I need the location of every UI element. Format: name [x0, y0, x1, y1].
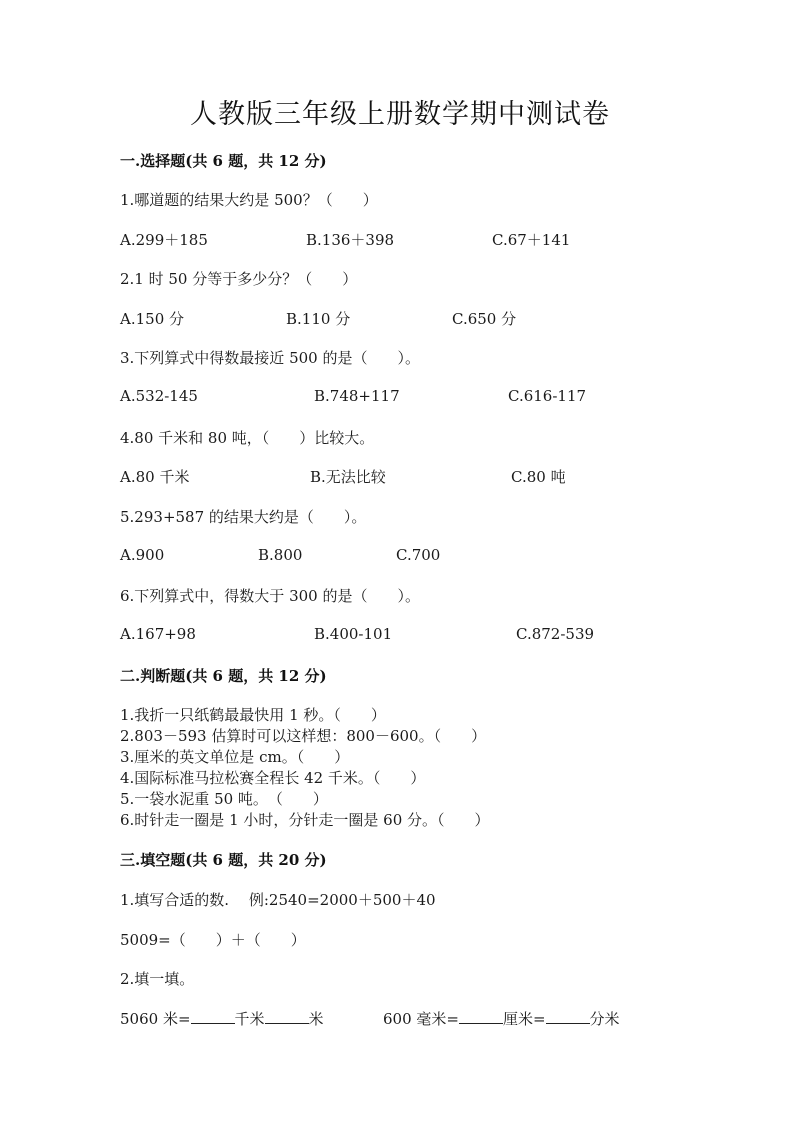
question-stem: 3.下列算式中得数最接近 500 的是（ ）。: [120, 349, 420, 367]
option-c: C.616-117: [508, 387, 587, 405]
option-a: A.167+98: [120, 625, 196, 643]
page-title: 人教版三年级上册数学期中测试卷: [190, 99, 610, 130]
fill-unit: 分米: [589, 1010, 620, 1028]
option-a: A.150 分: [120, 310, 184, 328]
option-b: B.无法比较: [310, 468, 386, 486]
option-c: C.650 分: [452, 310, 517, 328]
judgment-item: 5.一袋水泥重 50 吨。 （ ）: [120, 790, 328, 808]
fill-prefix: 5060 米=: [120, 1010, 191, 1028]
answer-blank[interactable]: [265, 1009, 309, 1024]
fill-unit: 厘米=: [502, 1010, 546, 1028]
option-b: B.400-101: [314, 625, 393, 643]
option-c: C.67＋141: [492, 231, 571, 249]
fill-question-stem: 1.填写合适的数. 例:2540=2000＋500＋40: [120, 891, 436, 909]
question-stem: 4.80 千米和 80 吨，（ ）比较大。: [120, 429, 375, 447]
answer-blank[interactable]: [459, 1009, 503, 1024]
option-b: B.136＋398: [306, 231, 395, 249]
answer-blank[interactable]: [191, 1009, 235, 1024]
fill-row-millimeter: [383, 1008, 620, 1029]
question-stem: 5.293+587 的结果大约是（ ）。: [120, 508, 367, 526]
judgment-item: 6.时针走一圈是 1 小时，分针走一圈是 60 分。（ ）: [120, 811, 490, 829]
judgment-item: 3.厘米的英文单位是 cm。（ ）: [120, 748, 350, 766]
question-stem: 6.下列算式中，得数大于 300 的是（ ）。: [120, 587, 420, 605]
question-stem: 2.1 时 50 分等于多少分？（ ）: [120, 270, 358, 288]
fill-row-length: [120, 1008, 324, 1029]
option-a: A.299＋185: [120, 231, 208, 249]
option-a: A.532-145: [120, 387, 198, 405]
fill-prefix: 600 毫米=: [383, 1010, 459, 1028]
option-b: B.748+117: [314, 387, 400, 405]
judgment-item: 4.国际标准马拉松赛全程长 42 千米。（ ）: [120, 769, 426, 787]
judgment-item: 1.我折一只纸鹤最最快用 1 秒。（ ）: [120, 706, 386, 724]
fill-unit: 米: [308, 1010, 324, 1028]
section-heading-choice: 一.选择题(共 6 题，共 12 分): [120, 152, 327, 170]
option-c: C.700: [396, 546, 441, 564]
question-stem: 1.哪道题的结果大约是 500？（ ）: [120, 191, 378, 209]
answer-blank[interactable]: [546, 1009, 590, 1024]
option-b: B.110 分: [286, 310, 351, 328]
fill-expression: 5009=（ ）＋（ ）: [120, 931, 306, 949]
option-c: C.872-539: [516, 625, 595, 643]
option-c: C.80 吨: [511, 468, 566, 486]
section-heading-fill: 三.填空题(共 6 题，共 20 分): [120, 851, 327, 869]
option-a: A.900: [120, 546, 165, 564]
option-b: B.800: [258, 546, 303, 564]
section-heading-judgment: 二.判断题(共 6 题，共 12 分): [120, 667, 327, 685]
option-a: A.80 千米: [120, 468, 190, 486]
judgment-item: 2.803－593 估算时可以这样想：800－600。（ ）: [120, 727, 487, 745]
fill-question-stem: 2.填一填。: [120, 970, 195, 988]
fill-unit: 千米: [234, 1010, 265, 1028]
